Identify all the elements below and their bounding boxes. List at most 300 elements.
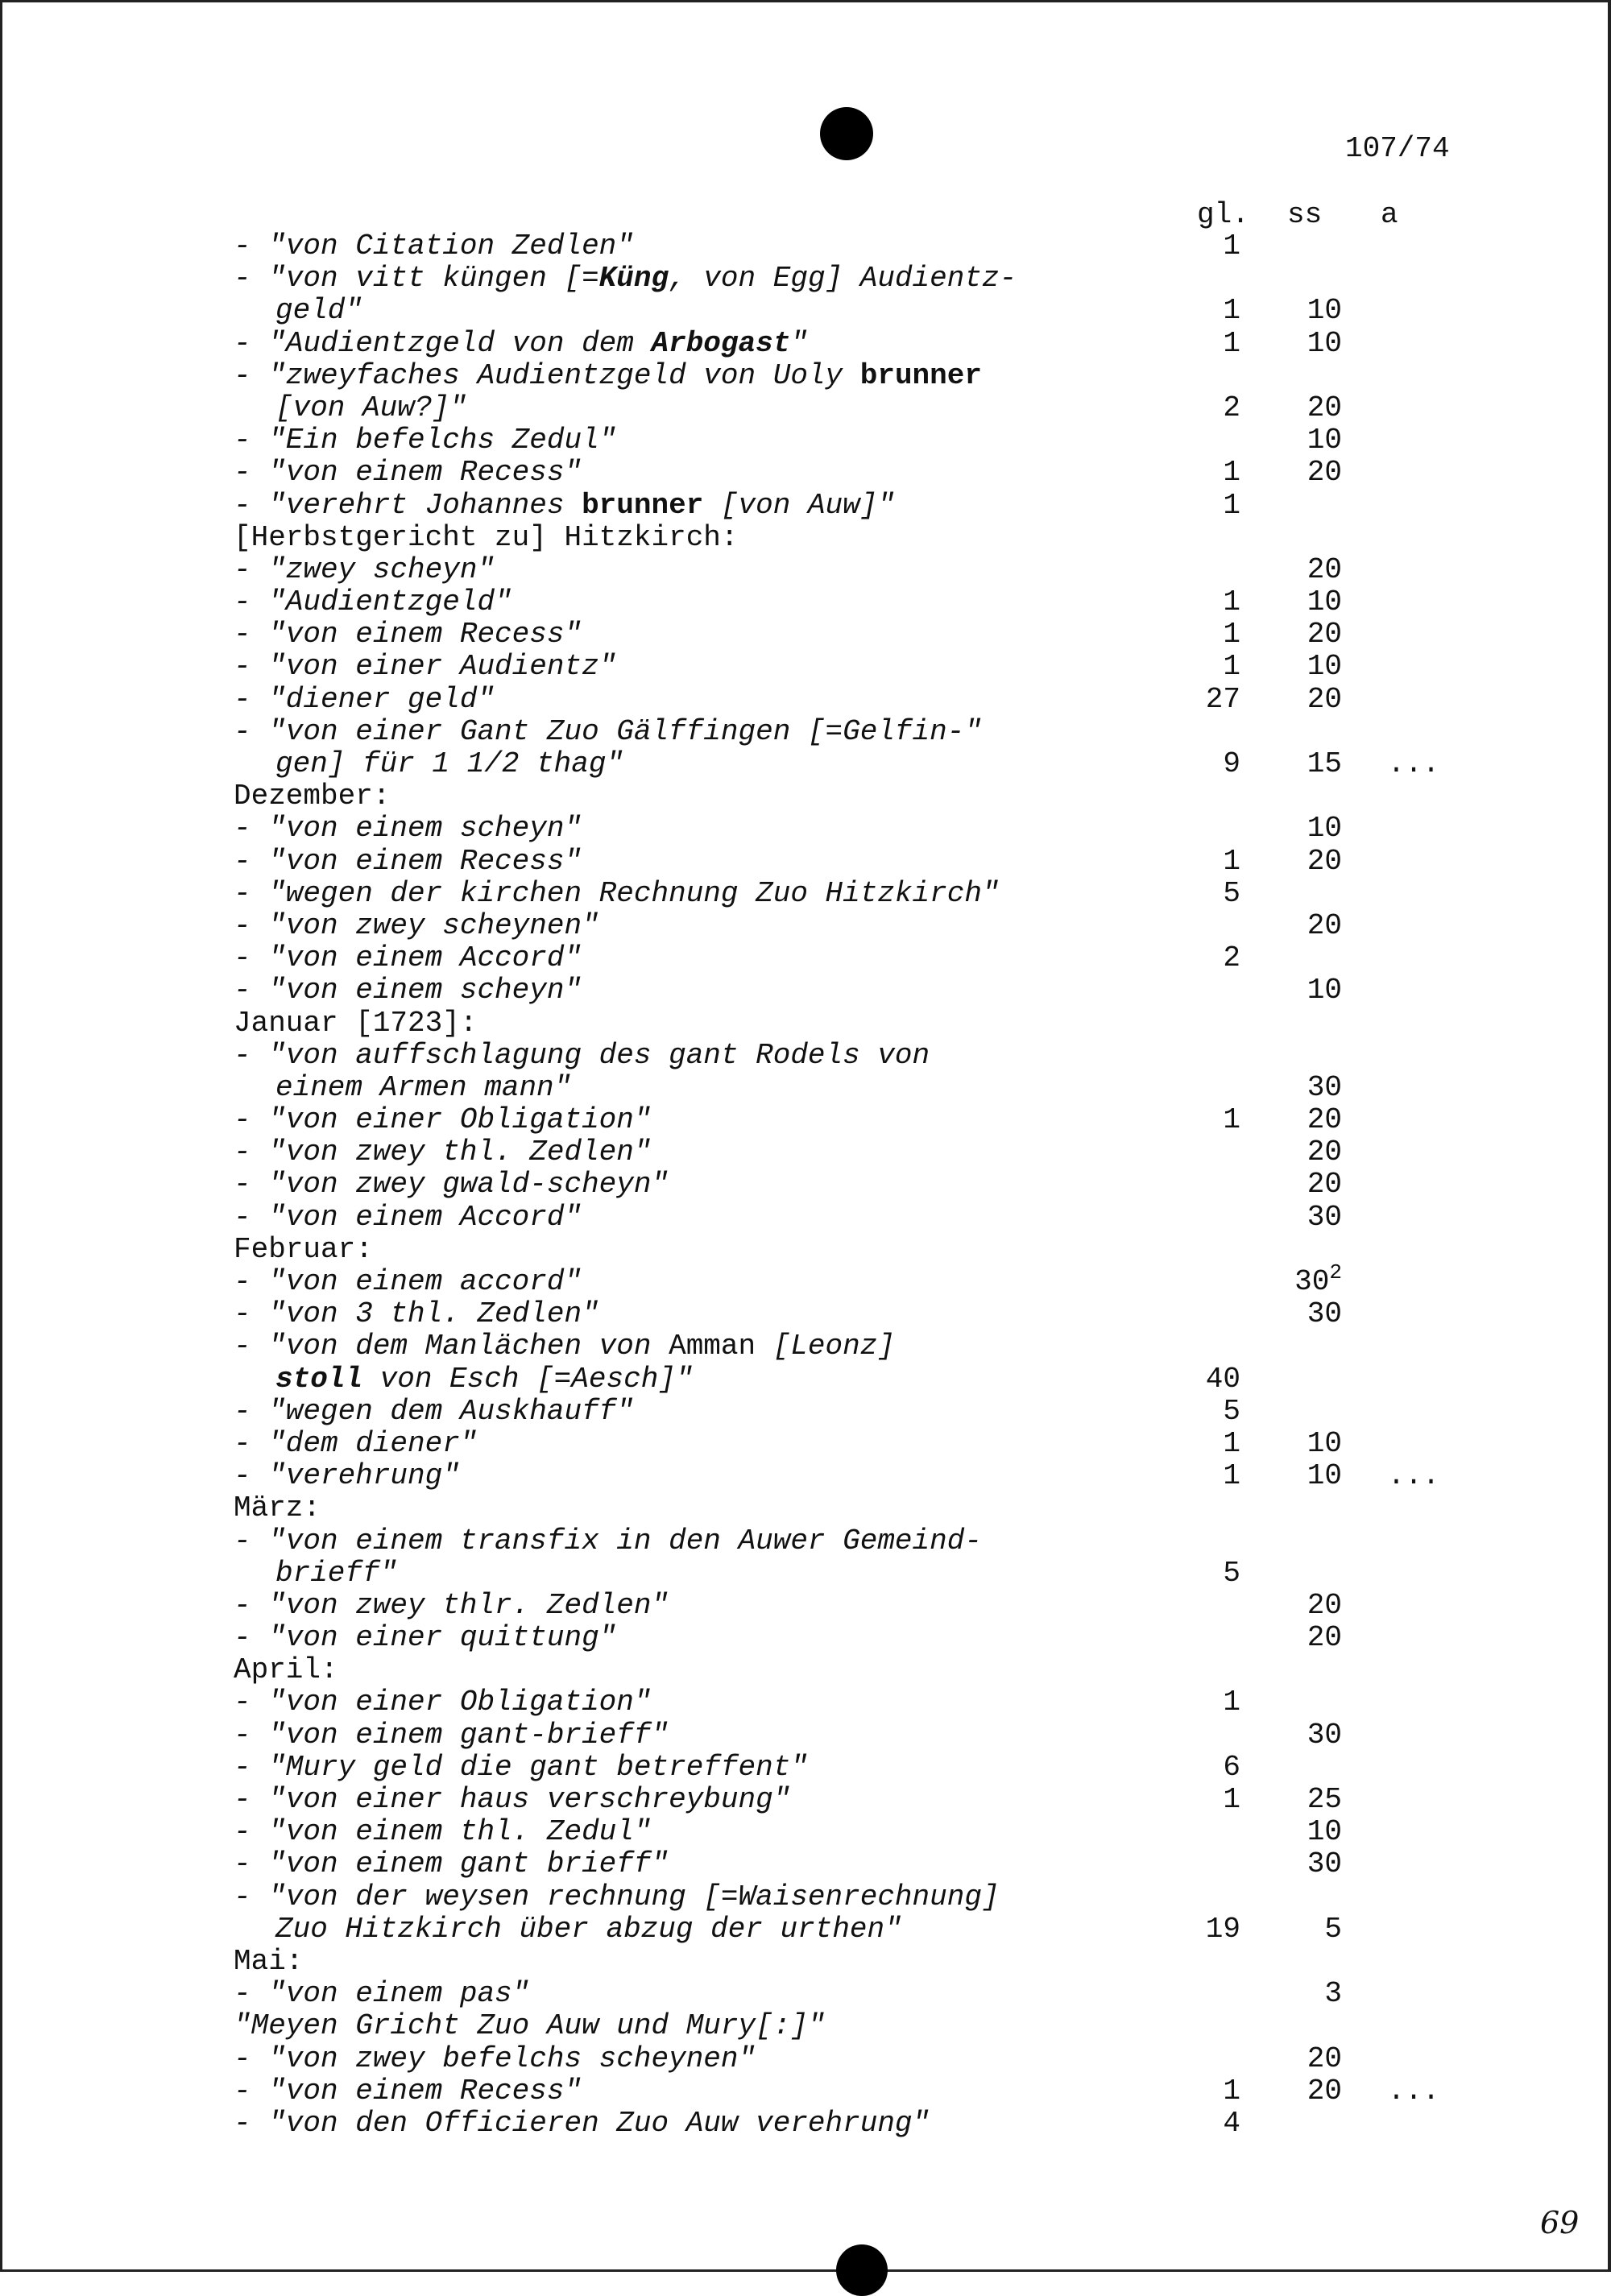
ledger-row	[234, 910, 1490, 942]
entry-text-part: - "von einer Gant Zuo Gälffingen [=Gelfin-"	[234, 714, 982, 748]
amount-gl-value: 9	[1223, 747, 1240, 780]
footnote-marker: 2	[1329, 1260, 1342, 1285]
entry-text-part: - "Audientzgeld von dem	[234, 326, 652, 360]
entry-text-part: März:	[234, 1491, 321, 1525]
amount-ss	[1286, 1719, 1342, 1752]
amount-ss-value: 10	[1307, 585, 1342, 619]
ledger-row	[234, 1330, 1490, 1363]
entry-text-part: - "von einem Recess"	[234, 844, 582, 878]
ledger-row	[234, 2108, 1490, 2140]
entry-text	[234, 910, 599, 942]
column-header-a: a	[1381, 198, 1398, 231]
entry-text-part: Arbogast	[651, 326, 791, 360]
amount-ss	[1286, 1590, 1342, 1622]
amount-ss	[1286, 1104, 1342, 1136]
ledger-row	[234, 554, 1490, 586]
amount-ss	[1286, 748, 1342, 780]
ledger-row	[234, 2043, 1490, 2075]
amount-gl	[1197, 586, 1240, 618]
entry-text-part: - "von einem Recess"	[234, 456, 582, 490]
ledger-row	[234, 490, 1490, 522]
ledger-row	[234, 1234, 1490, 1266]
entry-text	[234, 1946, 303, 1978]
amount-ss	[1286, 1816, 1342, 1848]
entry-text	[234, 1719, 669, 1752]
amount-ss	[1286, 554, 1342, 586]
ledger-row	[234, 974, 1490, 1007]
amount-gl-value: 1	[1223, 1783, 1240, 1816]
entry-text-part: April:	[234, 1653, 338, 1687]
entry-text	[275, 748, 623, 780]
ledger-row	[234, 651, 1490, 683]
amount-ss-value: 30	[1307, 1718, 1342, 1752]
entry-text	[234, 846, 582, 878]
ledger-row	[234, 1946, 1490, 1978]
entry-text	[275, 1913, 902, 1946]
amount-gl-value: 1	[1223, 2074, 1240, 2108]
entry-text	[234, 1881, 1000, 1913]
amount-ss-value: 10	[1307, 974, 1342, 1007]
entry-text-part: - "von vitt küngen [=	[234, 262, 599, 296]
entry-text	[234, 1686, 651, 1719]
ledger-row	[234, 1260, 1490, 1298]
entry-text-part: - "von einer Audientz"	[234, 650, 617, 684]
entry-text-part: - "verehrung"	[234, 1459, 460, 1493]
entry-text	[234, 1396, 634, 1428]
entry-text-part: - "von 3 thl. Zedlen"	[234, 1297, 599, 1331]
amount-ss-value: 20	[1307, 552, 1342, 586]
entry-text-part: "Meyen Gricht Zuo Auw und Mury[:]"	[234, 2009, 826, 2043]
amount-ss	[1286, 1913, 1342, 1946]
entry-text	[234, 1978, 529, 2010]
amount-gl	[1197, 618, 1240, 651]
punch-hole-top	[820, 107, 873, 160]
ledger-row	[234, 1396, 1490, 1428]
amount-ss-value: 20	[1307, 618, 1342, 652]
amount-ss	[1286, 1622, 1342, 1654]
amount-gl	[1197, 846, 1240, 878]
entry-text	[234, 1169, 669, 1201]
entry-text	[234, 2075, 582, 2108]
entry-text	[234, 457, 582, 489]
entry-text-part: - "von zwey thl. Zedlen"	[234, 1136, 652, 1169]
ledger-row	[234, 1298, 1490, 1330]
entry-text-part: - "verehrt Johannes	[234, 488, 582, 522]
amount-gl	[1197, 490, 1240, 522]
entry-text	[234, 1428, 477, 1460]
entry-text-part: [von Auw?]"	[275, 391, 467, 424]
entry-text-part: Januar [1723]:	[234, 1006, 478, 1040]
ledger-row	[234, 295, 1490, 327]
entry-text-part: - "von einer Obligation"	[234, 1103, 652, 1137]
entry-text-part: stoll	[275, 1362, 363, 1396]
entry-text-part: einem Armen mann"	[275, 1070, 572, 1104]
ledger-row	[234, 1492, 1490, 1524]
entry-text	[234, 424, 616, 457]
ledger-row	[234, 684, 1490, 716]
amount-ss-value: 20	[1307, 1136, 1342, 1169]
entry-text-part: - "Audientzgeld"	[234, 585, 512, 619]
entry-text	[234, 1816, 651, 1848]
entry-text	[234, 328, 808, 360]
entry-text-part: - "von einer haus verschreybung"	[234, 1783, 791, 1816]
entry-text-part: [von Auw]"	[703, 488, 895, 522]
handwritten-page-number: 69	[1540, 2205, 1580, 2240]
amount-gl	[1197, 1428, 1240, 1460]
amount-gl	[1197, 392, 1240, 424]
amount-gl	[1197, 2108, 1240, 2140]
amount-gl-value: 1	[1223, 326, 1240, 360]
ledger-row	[234, 522, 1490, 554]
entry-text	[234, 1104, 651, 1136]
amount-gl	[1197, 328, 1240, 360]
amount-a	[1385, 2075, 1442, 2108]
amount-ss-value: 10	[1307, 294, 1342, 328]
ledger-row	[234, 1590, 1490, 1622]
ledger-row	[234, 942, 1490, 974]
amount-ss-value: 10	[1307, 424, 1342, 457]
ledger-row	[234, 846, 1490, 878]
entry-text	[234, 1330, 895, 1363]
amount-ss	[1286, 1202, 1342, 1234]
amount-gl-value: 1	[1223, 844, 1240, 878]
ledger-row	[234, 1072, 1490, 1104]
entry-text	[234, 878, 1000, 910]
entry-text	[234, 974, 582, 1007]
entry-text	[234, 1007, 477, 1040]
amount-ss-value: 10	[1307, 812, 1342, 846]
ledger-row	[234, 878, 1490, 910]
amount-gl	[1197, 1686, 1240, 1719]
amount-ss	[1286, 1298, 1342, 1330]
entry-text	[234, 1266, 582, 1298]
entry-text-part: - "von einem gant brieff"	[234, 1847, 669, 1881]
ledger-row	[234, 1784, 1490, 1816]
column-header-ss: ss	[1287, 198, 1323, 231]
amount-ss	[1286, 1978, 1342, 2010]
entry-text-part: - "von zwey thlr. Zedlen"	[234, 1588, 669, 1622]
amount-ss	[1286, 1169, 1342, 1201]
entry-text	[234, 1654, 338, 1686]
amount-gl-value: 1	[1223, 230, 1240, 263]
amount-ss	[1286, 1848, 1342, 1880]
ledger-row	[234, 813, 1490, 845]
entry-text-part: - "wegen dem Auskhauff"	[234, 1394, 634, 1428]
ledger-row	[234, 263, 1490, 295]
amount-ss-value: 20	[1307, 682, 1342, 716]
entry-text-part: - "von einem pas"	[234, 1977, 530, 2011]
ledger-row	[234, 328, 1490, 360]
entry-text-part: - "von einem accord"	[234, 1265, 582, 1298]
ledger-row	[234, 618, 1490, 651]
amount-gl	[1197, 457, 1240, 489]
amount-gl-value: 2	[1223, 941, 1240, 975]
ledger-row	[234, 586, 1490, 618]
entry-text	[234, 813, 582, 845]
amount-ss	[1286, 974, 1342, 1007]
entry-text	[234, 1460, 460, 1492]
entry-text	[234, 554, 495, 586]
entry-text-part: brieff"	[275, 1556, 398, 1590]
ledger-row	[234, 1104, 1490, 1136]
entry-text-part: - "von zwey scheynen"	[234, 908, 599, 942]
entry-text-part: [Leonz]	[756, 1330, 895, 1363]
ledger-row	[234, 1622, 1490, 1654]
entry-text-part: - "von einem Accord"	[234, 941, 582, 975]
entry-text-part: brunner	[582, 488, 704, 522]
entry-text	[275, 1363, 694, 1396]
amount-ss	[1286, 1136, 1342, 1169]
entry-text-part: - "von Citation Zedlen"	[234, 230, 634, 263]
amount-gl-value: 1	[1223, 650, 1240, 684]
amount-ss	[1286, 2075, 1342, 2108]
amount-ss-value: 5	[1324, 1912, 1342, 1946]
amount-gl	[1197, 1913, 1240, 1946]
amount-ss-value: 20	[1307, 1103, 1342, 1137]
entry-text-part: - "von einem scheyn"	[234, 974, 582, 1007]
amount-gl-value: 1	[1223, 1103, 1240, 1137]
entry-text	[234, 230, 634, 263]
amount-ss	[1286, 813, 1342, 845]
amount-gl	[1197, 748, 1240, 780]
entry-text	[234, 1784, 790, 1816]
ledger-row	[234, 1686, 1490, 1719]
entry-text	[234, 618, 582, 651]
entry-text-part: - "von einer quittung"	[234, 1621, 617, 1655]
entry-text	[234, 2043, 756, 2075]
entry-text-part: - "von den Officieren Zuo Auw verehrung"	[234, 2106, 930, 2140]
entry-text-part: - "Ein befelchs Zedul"	[234, 424, 617, 457]
entry-text	[234, 1525, 982, 1558]
entry-text-part: - "diener geld"	[234, 682, 495, 716]
amount-ss-value: 20	[1307, 456, 1342, 490]
amount-gl	[1197, 1396, 1240, 1428]
amount-ss	[1286, 1428, 1342, 1460]
ledger-row	[234, 1007, 1490, 1040]
ledger-row	[234, 1654, 1490, 1686]
entry-text-part: - "von auffschlagung des gant Rodels von	[234, 1038, 930, 1072]
entry-text-part: - "von einem Recess"	[234, 618, 582, 652]
amount-ss	[1286, 618, 1342, 651]
entry-text	[234, 2108, 930, 2140]
amount-ss-value: 20	[1307, 908, 1342, 942]
amount-ss-value: 10	[1307, 650, 1342, 684]
entry-text-part: Februar:	[234, 1232, 373, 1266]
amount-gl-value: 6	[1223, 1750, 1240, 1784]
entry-text	[234, 1492, 321, 1524]
amount-gl	[1197, 684, 1240, 716]
entry-text-part: - "von einem scheyn"	[234, 812, 582, 846]
amount-ss-value: 20	[1307, 1168, 1342, 1202]
amount-gl	[1197, 651, 1240, 683]
amount-ss	[1286, 328, 1342, 360]
amount-ss	[1286, 295, 1342, 327]
amount-ss	[1286, 457, 1342, 489]
entry-text	[234, 1040, 930, 1072]
ledger-row	[234, 424, 1490, 457]
amount-ss	[1286, 392, 1342, 424]
ledger-row	[234, 2010, 1490, 2042]
amount-a-value: ...	[1387, 2074, 1440, 2108]
amount-ss-value: 30	[1307, 1847, 1342, 1881]
ledger-row	[234, 1719, 1490, 1752]
entry-text-part: geld"	[275, 294, 363, 328]
entry-text-part: - "von zwey gwald-scheyn"	[234, 1168, 669, 1202]
amount-gl	[1197, 1104, 1240, 1136]
entry-text-part: Zuo Hitzkirch über abzug der urthen"	[275, 1912, 902, 1946]
amount-ss-value: 15	[1307, 747, 1342, 780]
amount-ss	[1286, 1072, 1342, 1104]
entry-text-part: brunner	[859, 358, 982, 392]
amount-ss	[1286, 651, 1342, 683]
amount-a-value: ...	[1387, 1459, 1440, 1493]
ledger-row	[234, 1460, 1490, 1492]
entry-text	[234, 1752, 808, 1784]
amount-gl	[1197, 295, 1240, 327]
entry-text	[234, 490, 895, 522]
entry-text	[234, 780, 390, 813]
entry-text	[234, 360, 982, 392]
ledger-row	[234, 1202, 1490, 1234]
entry-text-part: - "von einem Recess"	[234, 2074, 582, 2108]
entry-text-part: - "wegen der kirchen Rechnung Zuo Hitzkirch"	[234, 876, 1000, 910]
amount-ss-value: 10	[1307, 326, 1342, 360]
amount-a-value: ...	[1387, 747, 1440, 780]
amount-ss	[1286, 846, 1342, 878]
ledger-row	[234, 1816, 1490, 1848]
ledger-row	[234, 1525, 1490, 1558]
entry-text-part: - "zweyfaches Audientzgeld von Uoly	[234, 358, 860, 392]
amount-ss-value: 30	[1307, 1200, 1342, 1234]
entry-text-part: Küng	[598, 262, 669, 296]
amount-gl-value: 1	[1223, 585, 1240, 619]
amount-gl-value: 5	[1223, 1394, 1240, 1428]
ledger-row	[234, 1881, 1490, 1913]
entry-text-part: - "von der weysen rechnung [=Waisenrechnung]	[234, 1880, 1000, 1913]
amount-ss-value: 10	[1307, 1426, 1342, 1460]
amount-ss-value: 30	[1294, 1265, 1330, 1298]
amount-gl-value: 1	[1223, 618, 1240, 652]
entry-text-part: - "von einem Accord"	[234, 1200, 582, 1234]
amount-gl-value: 1	[1223, 294, 1240, 328]
amount-gl-value: 5	[1223, 876, 1240, 910]
ledger-row	[234, 1913, 1490, 1946]
entry-text	[234, 263, 1017, 295]
amount-ss	[1286, 1784, 1342, 1816]
entry-text	[275, 1558, 397, 1590]
amount-ss-value: 20	[1307, 2074, 1342, 2108]
amount-ss	[1286, 1260, 1342, 1298]
entry-text-part: Mai:	[234, 1944, 304, 1978]
ledger-row	[234, 716, 1490, 748]
ledger-row	[234, 1752, 1490, 1784]
amount-ss-value: 20	[1307, 844, 1342, 878]
amount-gl	[1197, 230, 1240, 263]
amount-ss-value: 10	[1307, 1459, 1342, 1493]
ledger-row	[234, 360, 1490, 392]
amount-ss-value: 20	[1307, 391, 1342, 424]
entry-text	[234, 2010, 826, 2042]
entry-text-part: Dezember:	[234, 780, 391, 813]
amount-a	[1385, 1460, 1442, 1492]
amount-gl-value: 19	[1205, 1912, 1240, 1946]
ledger-row	[234, 748, 1490, 780]
ledger-row	[234, 1040, 1490, 1072]
amount-gl-value: 2	[1223, 391, 1240, 424]
entry-text-part: - "von einer Obligation"	[234, 1686, 652, 1719]
amount-gl	[1197, 1460, 1240, 1492]
entry-text-part: - "Mury geld die gant betreffent"	[234, 1750, 808, 1784]
entry-text	[275, 392, 467, 424]
entry-text	[234, 586, 512, 618]
entry-text-part: - "dem diener"	[234, 1426, 478, 1460]
amount-gl-value: 4	[1223, 2106, 1240, 2140]
column-header-gl: gl.	[1197, 198, 1249, 231]
amount-gl	[1197, 2075, 1240, 2108]
amount-ss	[1286, 684, 1342, 716]
amount-ss-value: 10	[1307, 1815, 1342, 1849]
ledger-row	[234, 230, 1490, 263]
amount-ss	[1286, 1460, 1342, 1492]
amount-gl	[1197, 1752, 1240, 1784]
amount-ss	[1286, 910, 1342, 942]
amount-gl-value: 27	[1205, 682, 1240, 716]
entry-text-part: "	[790, 326, 808, 360]
entry-text	[234, 684, 495, 716]
entry-text-part: [Herbstgericht zu] Hitzkirch:	[234, 520, 739, 554]
entry-text	[234, 716, 982, 748]
amount-gl	[1197, 942, 1240, 974]
ledger-row	[234, 1428, 1490, 1460]
amount-gl	[1197, 1363, 1240, 1396]
amount-ss	[1286, 424, 1342, 457]
amount-ss-value: 20	[1307, 1588, 1342, 1622]
entry-text-part: - "von einem gant-brieff"	[234, 1718, 669, 1752]
amount-gl-value: 5	[1223, 1556, 1240, 1590]
ledger-row	[234, 1848, 1490, 1880]
ledger-row	[234, 2075, 1490, 2108]
amount-ss-value: 30	[1307, 1297, 1342, 1331]
amount-gl	[1197, 1784, 1240, 1816]
entry-text	[234, 942, 582, 974]
entry-text	[234, 1136, 651, 1169]
amount-ss-value: 25	[1307, 1783, 1342, 1816]
ledger-row	[234, 1136, 1490, 1169]
amount-gl-value: 1	[1223, 488, 1240, 522]
entry-text-part: von Esch [=Aesch]"	[362, 1362, 694, 1396]
ledger-row	[234, 1978, 1490, 2010]
document-reference: 107/74	[1345, 132, 1450, 165]
amount-a	[1385, 748, 1442, 780]
amount-gl-value: 1	[1223, 1686, 1240, 1719]
ledger-row	[234, 1363, 1490, 1396]
punch-hole-bottom	[836, 2244, 888, 2296]
entry-text	[234, 1590, 669, 1622]
entry-text	[234, 1298, 599, 1330]
entry-text	[234, 522, 739, 554]
amount-gl-value: 1	[1223, 1459, 1240, 1493]
entry-text	[275, 1072, 571, 1104]
amount-gl	[1197, 1558, 1240, 1590]
amount-ss-value: 30	[1307, 1070, 1342, 1104]
entry-text	[234, 1202, 582, 1234]
ledger-row	[234, 457, 1490, 489]
entry-text-part: - "von einem thl. Zedul"	[234, 1815, 652, 1849]
ledger-row	[234, 780, 1490, 813]
entry-text	[234, 1848, 669, 1880]
amount-ss-value: 20	[1307, 2042, 1342, 2075]
entry-text-part: Amman	[669, 1330, 756, 1363]
